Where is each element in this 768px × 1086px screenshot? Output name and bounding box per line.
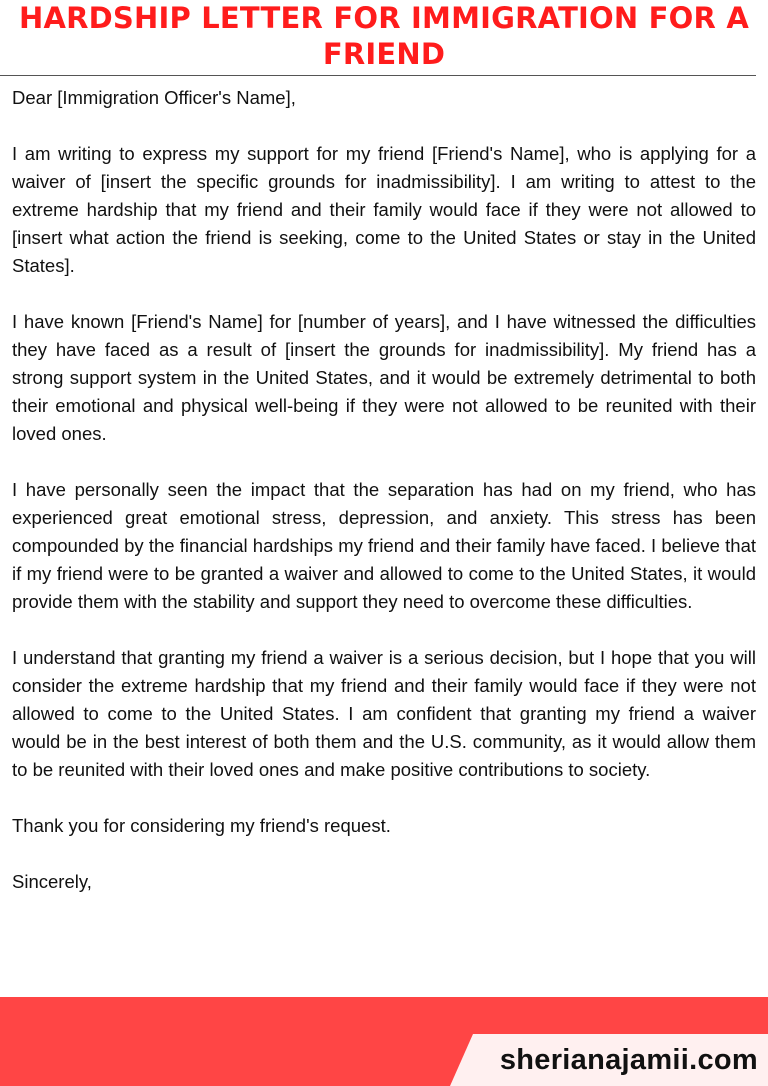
closing: Sincerely, bbox=[12, 871, 92, 892]
letter-body bbox=[12, 84, 756, 924]
paragraph-2: I have known [Friend's Name] for [number of years], and I have witnessed the difficulties they have faced as a result of [insert the grounds for inadmissibility]. My friend has a strong support system in the United States, and it would be extremely detrimental to both their emotional and physical well-being if they were not allowed to be reunited with their loved ones. bbox=[12, 311, 756, 444]
paragraph-1: I am writing to express my support for my friend [Friend's Name], who is applying for a waiver of [insert the specific grounds for inadmissibility]. I am writing to attest to the extreme hardship that my friend and their family would face if they were not allowed to [insert what action the friend is seeking, come to the United States or stay in the United States]. bbox=[12, 143, 756, 276]
title-divider bbox=[0, 75, 756, 76]
page-title: HARDSHIP LETTER FOR IMMIGRATION FOR A FRIEND bbox=[18, 1, 749, 71]
salutation: Dear [Immigration Officer's Name], bbox=[12, 87, 296, 108]
paragraph-3: I have personally seen the impact that the separation has had on my friend, who has experienced great emotional stress, depression, and anxiety. This stress has been compounded by the financial hardships my friend and their family have faced. I believe that if my friend were to be granted a waiver and allowed to come to the United States, it would provide them with the stability and support they need to overcome these difficulties. bbox=[12, 479, 756, 612]
paragraph-4: I understand that granting my friend a waiver is a serious decision, but I hope that you will consider the extreme hardship that my friend and their family would face if they were not allowed to come to the United States. I am confident that granting my friend a waiver would be in the best interest of both them and the U.S. community, as it would allow them to be reunited with their loved ones and make positive contributions to society. bbox=[12, 647, 756, 780]
paragraph-5: Thank you for considering my friend's request. bbox=[12, 815, 391, 836]
site-watermark: sherianajamii.com bbox=[499, 1044, 758, 1076]
